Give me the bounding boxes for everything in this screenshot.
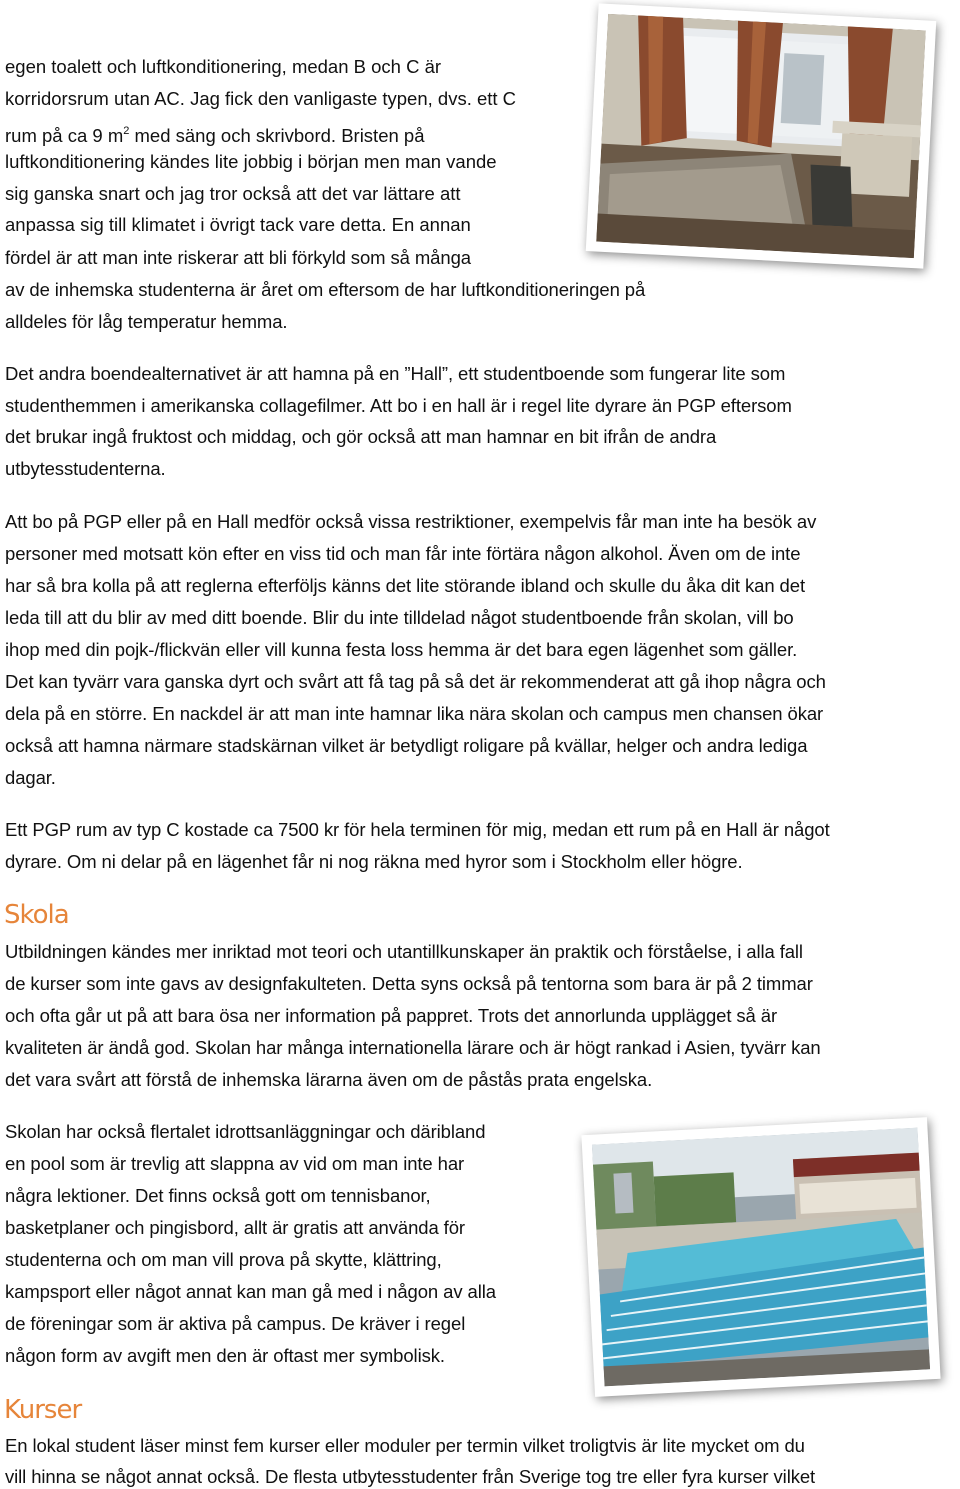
text-line: leda till att du blir av med ditt boende. Blir du inte tilldelad något studentboende från skolan, vill bo — [5, 607, 794, 628]
text-line: personer med motsatt kön efter en viss tid och man får inte förtära någon alkohol. Även om de inte — [5, 543, 801, 564]
text-line: fördel är att man inte riskerar att bli förkyld som så många — [5, 247, 471, 268]
superscript: 2 — [123, 125, 130, 137]
text-line: det vara svårt att förstå de inhemska lärarna även om de påstås prata engelska. — [5, 1069, 653, 1090]
text-line: sig ganska snart och jag tror också att det var lättare att — [5, 183, 461, 204]
text-line: kvaliteten är ändå god. Skolan har många internationella lärare och är högt rankad i Asien, tyvärr kan — [5, 1037, 821, 1058]
text-line: några lektioner. Det finns också gott om tennisbanor, — [5, 1185, 431, 1206]
text-line: studenthemmen i amerikanska collagefilmer. Att bo i en hall är i regel lite dyrare än PGP eftersom — [5, 395, 792, 416]
text-line: Utbildningen kändes mer inriktad mot teori och utantillkunskaper än praktik och förståelse, i alla fall — [5, 941, 803, 962]
text-line: också att hamna närmare stadskärnan vilket är betydligt roligare på kvällar, helger och andra lediga — [5, 735, 808, 756]
text-line: dela på en större. En nackdel är att man inte hamnar lika nära skolan och campus men chansen ökar — [5, 703, 824, 724]
dorm-room-image — [596, 14, 925, 258]
text-line: luftkonditionering kändes lite jobbig i början men man vande — [5, 151, 497, 172]
pool-photo — [581, 1117, 940, 1397]
text-line: Det andra boendealternativet är att hamna på en ”Hall”, ett studentboende som fungerar lite som — [5, 363, 786, 384]
text-line: de kurser som inte gavs av designfakulteten. Detta syns också på tentorna som bara är på 2 timmar — [5, 973, 813, 994]
text-line: av de inhemska studenterna är året om eftersom de har luftkonditioneringen på — [5, 279, 646, 300]
text-line: någon form av avgift men den är oftast mer symbolisk. — [5, 1345, 445, 1366]
text-line: Det kan tyvärr vara ganska dyrt och svårt att få tag på så det är rekommenderat att gå ihop några och — [5, 671, 826, 692]
text-line: en pool som är trevlig att slappna av vid om man inte har — [5, 1153, 465, 1174]
text-line: korridorsrum utan AC. Jag fick den vanligaste typen, dvs. ett C — [5, 88, 517, 109]
text-line: basketplaner och pingisbord, allt är gratis att använda för — [5, 1217, 465, 1238]
section-heading-skola: Skola — [4, 900, 69, 930]
pool-image — [592, 1128, 930, 1387]
text-line: ihop med din pojk-/flickvän eller vill kunna festa loss hemma är det bara egen lägenhet som gäller. — [5, 639, 798, 660]
text-line: utbytesstudenterna. — [5, 458, 166, 479]
text-line: dyrare. Om ni delar på en lägenhet får ni nog räkna med hyror som i Stockholm eller högre. — [5, 851, 743, 872]
text-line: de föreningar som är aktiva på campus. De kräver i regel — [5, 1313, 466, 1334]
text-line: Att bo på PGP eller på en Hall medför också vissa restriktioner, exempelvis får man inte ha besök av — [5, 511, 817, 532]
text-line: Ett PGP rum av typ C kostade ca 7500 kr för hela terminen för mig, medan ett rum på en Hall är något — [5, 819, 830, 840]
text-line: och ofta går ut på att bara ösa ner information på pappret. Trots det annorlunda upplägget så är — [5, 1005, 778, 1026]
text-line: anpassa sig till klimatet i övrigt tack vare detta. En annan — [5, 214, 471, 235]
section-heading-kurser: Kurser — [4, 1395, 82, 1425]
text-line: kampsport eller något annat kan man gå med i någon av alla — [5, 1281, 496, 1302]
text-line: har så bra kolla på att reglerna efterföljs känns det lite störande ibland och skulle du åka dit kan det — [5, 575, 805, 596]
text-line: studenterna och om man vill prova på skytte, klättring, — [5, 1249, 442, 1270]
dorm-room-photo — [586, 3, 937, 268]
text-line: Skolan har också flertalet idrottsanläggningar och däribland — [5, 1121, 486, 1142]
text-line: alldeles för låg temperatur hemma. — [5, 311, 288, 332]
text-line: dagar. — [5, 767, 56, 788]
text-line: det brukar ingå fruktost och middag, och gör också att man hamnar en bit ifrån de andra — [5, 426, 717, 447]
text-line: egen toalett och luftkonditionering, medan B och C är — [5, 56, 442, 77]
text-line: En lokal student läser minst fem kurser eller moduler per termin vilket troligtvis är lite mycket om du — [5, 1435, 805, 1456]
text-line: rum på ca 9 $m^2$ med säng och skrivbord. Bristen på — [5, 125, 425, 146]
text-line: vill hinna se något annat också. De flesta utbytesstudenter från Sverige tog tre eller fyra kurser vilket — [5, 1466, 816, 1487]
